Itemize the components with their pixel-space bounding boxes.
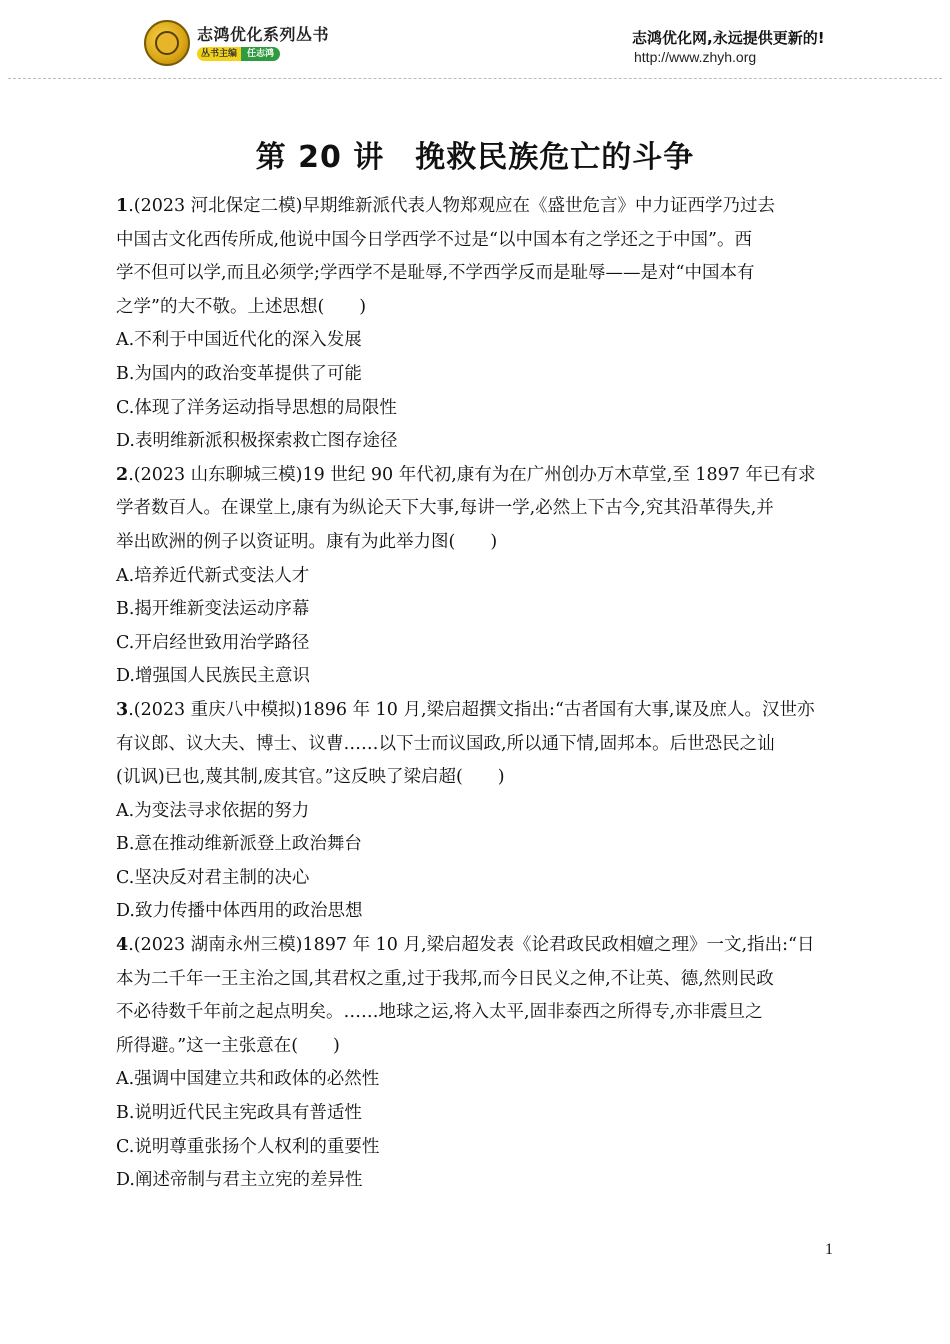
option-d: D.致力传播中体西用的政治思想 xyxy=(116,901,363,922)
option-b: B.揭开维新变法运动序幕 xyxy=(116,599,310,620)
question-stem-line: (讥讽)已也,蔑其制,废其官。”这反映了梁启超( ) xyxy=(116,767,505,788)
page-header xyxy=(0,0,950,80)
option-a: A.强调中国建立共和政体的必然性 xyxy=(116,1069,380,1090)
logo-emblem xyxy=(155,31,179,55)
question-stem-line: 之学”的大不敬。上述思想( ) xyxy=(116,296,367,317)
question-number: 3 xyxy=(116,699,129,720)
editor-role-label: 丛书主编 xyxy=(197,47,241,61)
question-stem-line: 学者数百人。在课堂上,康有为纵论天下大事,每讲一学,必然上下古今,究其沿革得失,并 xyxy=(116,498,774,519)
option-a: A.不利于中国近代化的深入发展 xyxy=(116,330,362,351)
site-slogan: 志鸿优化网,永远提供更新的! xyxy=(632,29,825,47)
question-number: 2 xyxy=(116,464,129,485)
question-number: 1 xyxy=(116,196,129,216)
option-c: C.坚决反对君主制的决心 xyxy=(116,867,310,888)
publisher-logo-icon xyxy=(144,20,190,66)
option-d: D.阐述帝制与君主立宪的差异性 xyxy=(116,1170,363,1191)
question-stem-line: 3.(2023 重庆八中模拟)1896 年 10 月,梁启超撰文指出:“古者国有大事,谋及庶人。汉世亦 xyxy=(116,699,815,720)
question-stem-line: 本为二千年一王主治之国,其君权之重,过于我邦,而今日民义之伸,不让英、德,然则民政 xyxy=(116,968,774,989)
header-divider xyxy=(8,78,942,79)
question-stem-line: 中国古文化西传所成,他说中国今日学西学不过是“以中国本有之学还之于中国”。西 xyxy=(116,229,752,250)
question-4 xyxy=(116,929,836,1198)
site-url: http://www.zhyh.org xyxy=(634,49,757,65)
page-number: 1 xyxy=(825,1241,833,1258)
question-stem-line: 不必待数千年前之起点明矣。……地球之运,将入太平,固非泰西之所得专,亦非震旦之 xyxy=(116,1002,763,1023)
option-a: A.为变法寻求依据的努力 xyxy=(116,800,310,821)
option-c: C.开启经世致用治学路径 xyxy=(116,632,310,653)
question-stem-line: 举出欧洲的例子以资证明。康有为此举力图( ) xyxy=(116,531,498,552)
option-d: D.表明维新派积极探索救亡图存途径 xyxy=(116,431,398,452)
document-title: 第 20 讲 挽救民族危亡的斗争 xyxy=(255,140,695,175)
question-stem-line: 学不但可以学,而且必须学;学西学不是耻辱,不学西学反而是耻辱——是对“中国本有 xyxy=(116,263,755,284)
option-c: C.体现了洋务运动指导思想的局限性 xyxy=(116,397,397,418)
editor-badge xyxy=(197,47,280,61)
question-3 xyxy=(116,694,836,929)
option-b: B.为国内的政治变革提供了可能 xyxy=(116,363,362,384)
question-list xyxy=(116,190,836,1198)
question-1 xyxy=(116,190,836,459)
question-number: 4 xyxy=(116,935,129,956)
option-c: C.说明尊重张扬个人权利的重要性 xyxy=(116,1136,380,1157)
option-d: D.增强国人民族民主意识 xyxy=(116,666,310,687)
option-b: B.意在推动维新派登上政治舞台 xyxy=(116,834,362,855)
option-b: B.说明近代民主宪政具有普适性 xyxy=(116,1103,362,1124)
question-stem-line: 所得避。”这一主张意在( ) xyxy=(116,1035,340,1056)
question-2 xyxy=(116,459,836,694)
question-stem-line: 有议郎、议大夫、博士、议曹……以下士而议国政,所以通下情,固邦本。后世恐民之讪 xyxy=(116,733,775,754)
series-title: 志鸿优化系列丛书 xyxy=(197,25,330,44)
question-stem-line: 1.(2023 河北保定二模)早期维新派代表人物郑观应在《盛世危言》中力证西学乃过去 xyxy=(116,196,776,216)
question-stem-line: 4.(2023 湖南永州三模)1897 年 10 月,梁启超发表《论君政民政相嬗之理》一文,指出:“日 xyxy=(116,935,815,956)
editor-name-label: 任志鸿 xyxy=(241,47,280,61)
option-a: A.培养近代新式变法人才 xyxy=(116,565,310,586)
question-stem-line: 2.(2023 山东聊城三模)19 世纪 90 年代初,康有为在广州创办万木草堂,至 1897 年已有求 xyxy=(116,464,816,485)
